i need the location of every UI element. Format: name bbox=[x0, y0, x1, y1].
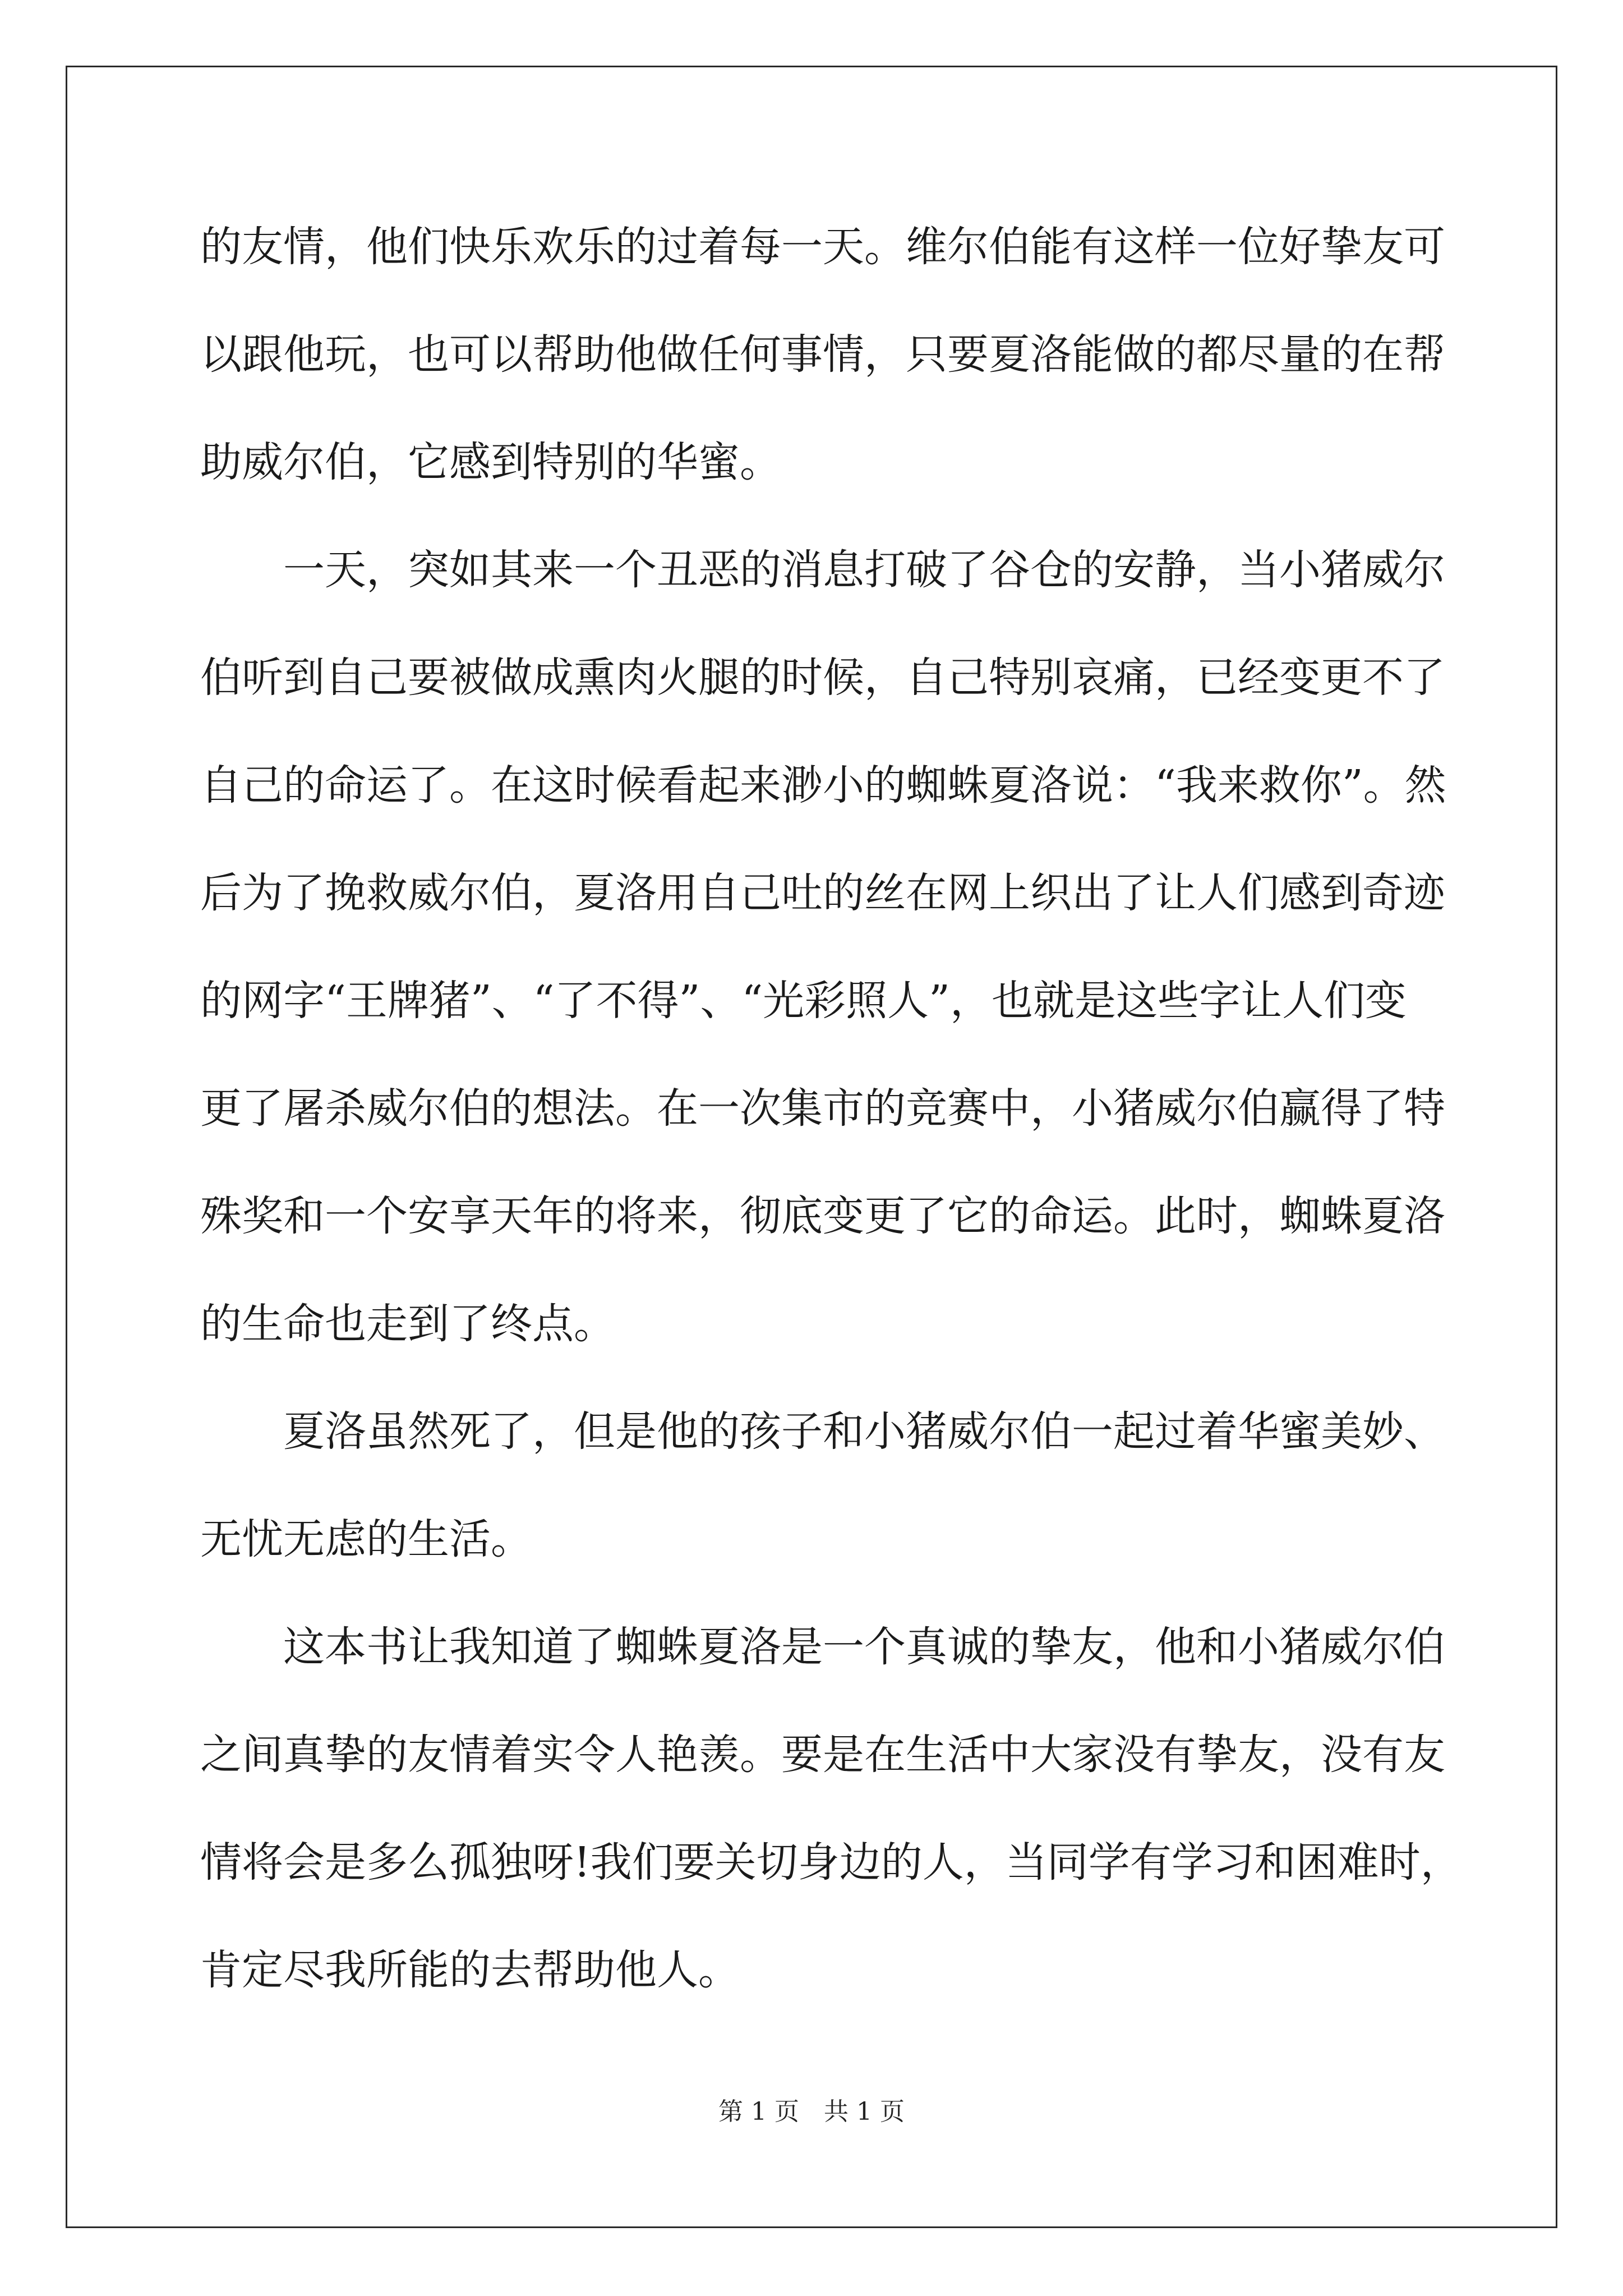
document-body bbox=[200, 213, 1462, 2044]
text-line: 之间真挚的友情着实令人艳羡。要是在生活中大家没有挚友，没有友 bbox=[200, 1731, 1445, 1779]
text-line: 情将会是多么孤独呀!我们要关切身边的人，当同学有学习和困难时， bbox=[200, 1838, 1462, 1887]
text-line: 夏洛虽然死了，但是他的孩子和小猪威尔伯一起过着华蜜美妙、 bbox=[200, 1407, 1445, 1456]
text-line: 自己的命运了。在这时候看起来渺小的蜘蛛夏洛说：“我来救你”。然 bbox=[200, 761, 1446, 809]
text-line: 以跟他玩，也可以帮助他做任何事情，只要夏洛能做的都尽量的在帮 bbox=[200, 330, 1445, 379]
text-line: 的友情，他们快乐欢乐的过着每一天。维尔伯能有这样一位好挚友可 bbox=[200, 223, 1445, 271]
text-line: 殊奖和一个安享天年的将来，彻底变更了它的命运。此时，蜘蛛夏洛 bbox=[200, 1192, 1445, 1240]
text-line: 肯定尽我所能的去帮助他人。 bbox=[200, 1946, 740, 1994]
text-line: 伯听到自己要被做成熏肉火腿的时候，自己特别哀痛，已经变更不了 bbox=[200, 654, 1445, 702]
text-line: 的生命也走到了终点。 bbox=[200, 1300, 615, 1348]
text-line: 后为了挽救威尔伯，夏洛用自己吐的丝在网上织出了让人们感到奇迹 bbox=[200, 869, 1445, 917]
text-line: 一天，突如其来一个丑恶的消息打破了谷仓的安静，当小猪威尔 bbox=[200, 546, 1445, 594]
text-line: 助威尔伯，它感到特别的华蜜。 bbox=[200, 438, 781, 486]
text-line: 的网字“王牌猪”、“了不得”、“光彩照人”，也就是这些字让人们变 bbox=[200, 977, 1407, 1025]
page-footer: 第 1 页 共 1 页 bbox=[718, 2097, 905, 2126]
text-line: 更了屠杀威尔伯的想法。在一次集市的竞赛中，小猪威尔伯赢得了特 bbox=[200, 1084, 1445, 1133]
text-line: 这本书让我知道了蜘蛛夏洛是一个真诚的挚友，他和小猪威尔伯 bbox=[200, 1623, 1445, 1671]
text-line: 无忧无虑的生活。 bbox=[200, 1515, 532, 1563]
